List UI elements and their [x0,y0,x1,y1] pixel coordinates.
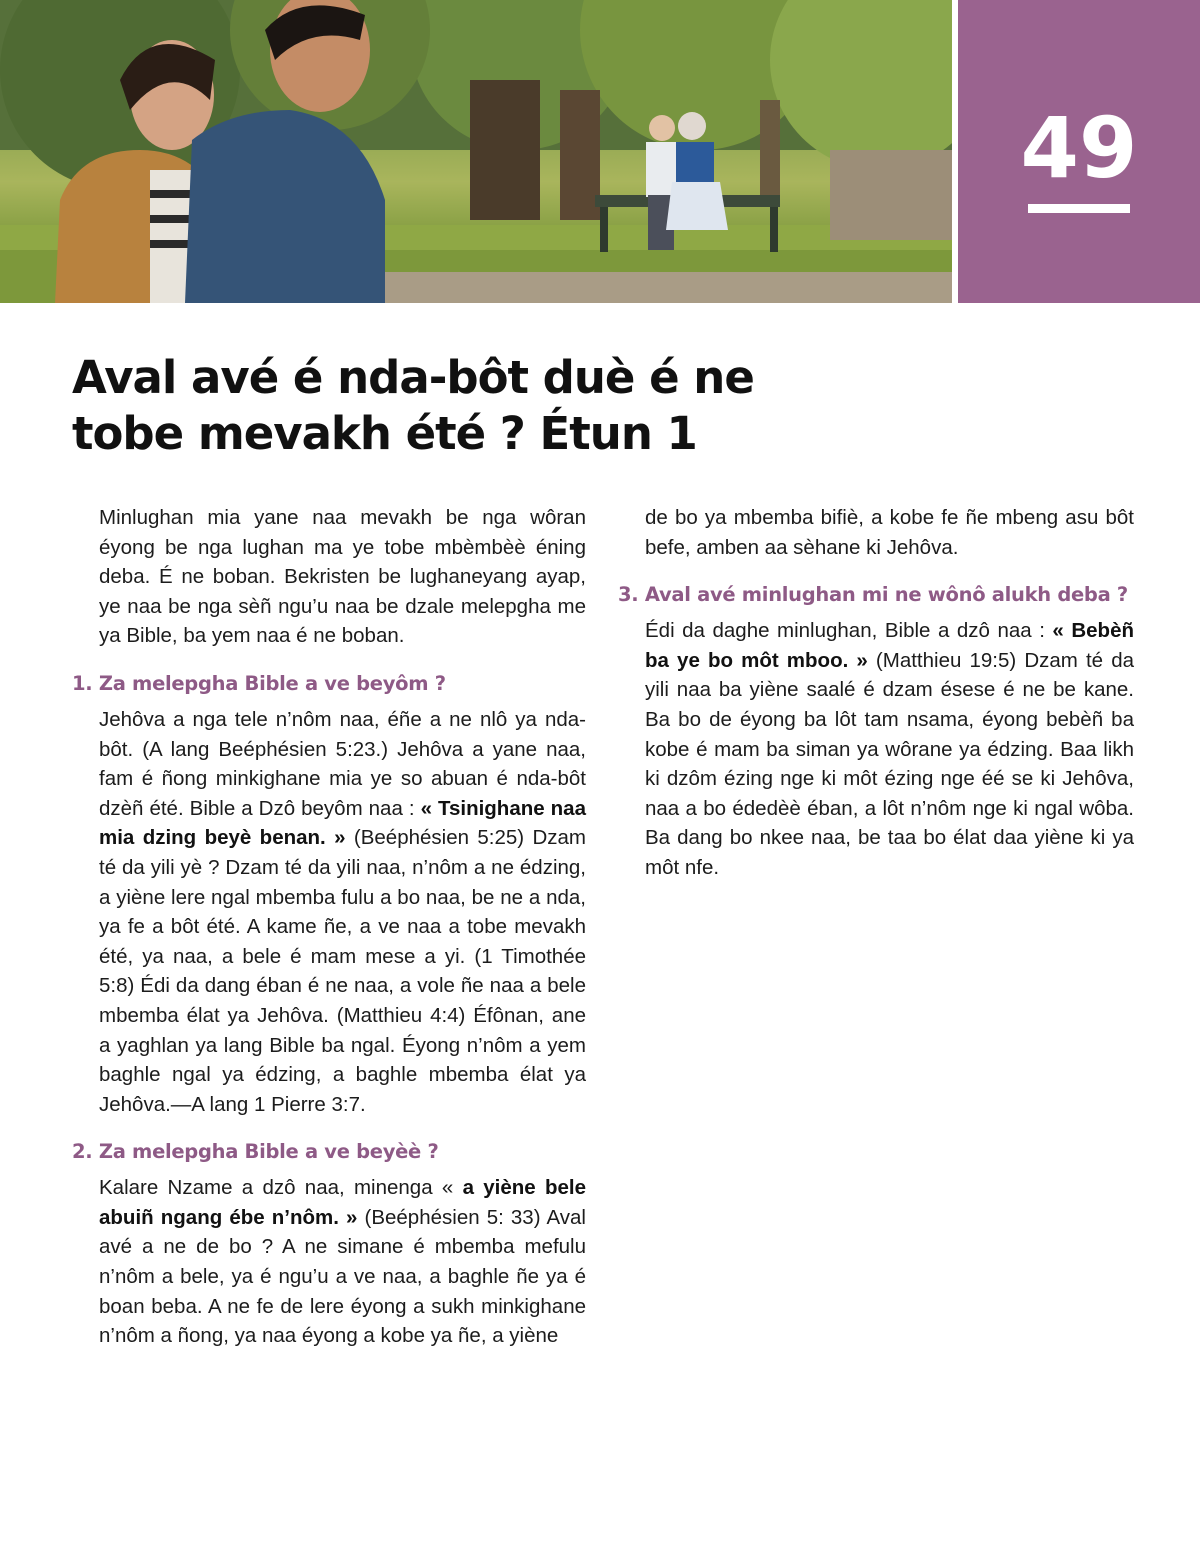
lesson-number-badge [958,0,1200,303]
section-2-paragraph [72,1173,586,1351]
section-2-text-a: Kalare Nzame a dzô naa, minenga « [99,1176,463,1200]
title-line-2: tobe mevakh été ? Étun 1 [72,407,697,460]
left-column [72,503,586,1351]
section-2-text-b: (Beéphésien 5: 33) Aval avé a ne de bo ? A ne simane é mbemba mefulu n’nôm a bele, ya é ngu’u a ve naa, a baghle ñe ya é boan beba. A ne fe de lere éyong a sukh minkighane n’nôm a ñong, ya naa éyong a kobe ya ñe, a yiène [99,1205,586,1348]
section-1-highlight: « Tsinighane naa mia dzing beyè benan. » [99,796,586,850]
section-2-continuation: de bo ya mbemba bifiè, a kobe fe ñe mbeng asu bôt befe, amben aa sèhane ki Jehôva. [645,506,1134,559]
section-3-heading: 3. Aval avé minlughan mi ne wônô alukh deba ? [618,583,1128,607]
section-3-highlight: « Bebèñ ba ye bo môt mboo. » [645,619,1135,672]
section-2-highlight: a yiène bele abuiñ ngang ébe n’nôm. » [99,1176,587,1229]
header-photo [0,0,952,303]
section-2-heading: 2. Za melepgha Bible a ve beyèè ? [72,1140,439,1164]
couple-in-park-photo [0,0,952,303]
page-title [72,350,892,462]
right-column [618,503,1134,883]
badge-underline [1028,204,1130,213]
section-3-text-a: Édi da daghe minlughan, Bible a dzô naa : [645,619,1053,643]
section-1-text-b: (Beéphésien 5:25) Dzam té da yili yè ? Dzam té da yili naa, n’nôm a ne édzing, a yiène lere ngal mbemba fulu a bo naa, be ne a nda, ya fe a bôt été. A kame ñe, a ve naa a tobe mevakh été, ya naa, a bele é mam mese a yi. (1 Timothée 5:8) Édi da dang éban é ne naa, a vole ñe naa a bele mbemba élat ya Jehôva. (Matthieu 4:4) Éfônan, ane a yaghlan ya lang Bible ba ngal. Éyong n’nôm a yem baghle ngal ya édzing, a baghle mbemba élat ya Jehôva.—A lang 1 Pierre 3:7. [99,826,586,1116]
section-1-paragraph [72,705,586,1119]
lesson-number: 49 [1020,99,1138,197]
section-1-heading: 1. Za melepgha Bible a ve beyôm ? [72,671,446,695]
intro-paragraph: Minlughan mia yane naa mevakh be nga wôran éyong be nga lughan ma ye tobe mbèmbèè éning deba. É ne boban. Bekristen be lughaneyang ayap, ye naa be nga sèñ ngu’u naa be dzale melepgha me ya Bible, ba yem naa é ne boban. [99,506,586,648]
title-line-1: Aval avé é nda-bôt duè é ne [72,351,754,404]
section-3-text-b: (Matthieu 19:5) Dzam té da yili naa ba yiène saalé é dzam ésese é ne be kane. Ba bo de éyong ba lôt tam nsama, éyong bebèñ ba kobe é mam ba siman ya wôrane ya édzing. Baa likh ki dzôm ézing nge ki môt ézing nge éé se ki Jehôva, naa a bo édedèè éban, a lôt n’nôm nge ki ngal wôba. Ba dang bo nkee naa, be taa bo élat daa yiène ki ya môt nfe. [645,648,1134,879]
section-3-paragraph [618,616,1134,882]
section-1-text-a: Jehôva a nga tele n’nôm naa, éñe a ne nlô ya nda-bôt. (A lang Beéphésien 5:23.) Jehôva a yane naa, fam é ñong minkighane mia ye so abuan é nda-bôt dzèñ été. Bible a Dzô beyôm naa : [99,707,586,820]
